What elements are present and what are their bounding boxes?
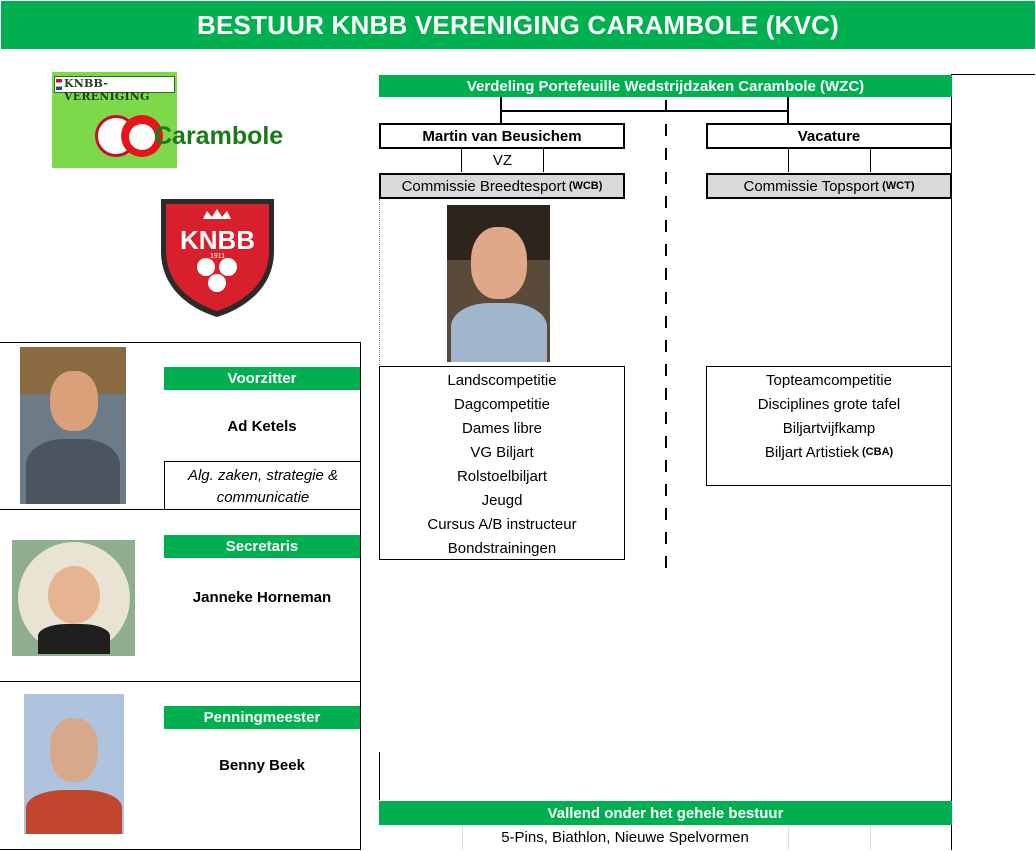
list-item: Biljart Artistiek (CBA) [764,443,894,461]
center-divider [665,100,667,580]
name-janneke-horneman: Janneke Horneman [192,589,332,606]
list-item: Dagcompetitie [454,395,550,413]
list-item: Rolstoelbiljart [456,467,548,485]
list-item: Landscompetitie [447,371,557,389]
list-item: Disciplines grote tafel [757,395,901,413]
voorzitter-extra-box [164,461,361,509]
photo-ad-ketels [20,347,126,504]
page-title: BESTUUR KNBB VERENIGING CARAMBOLE (KVC) [1,1,1035,49]
list-item: Biljartvijfkamp [782,419,876,437]
wzc-title: Verdeling Portefeuille Wedstrijdzaken Carambole (WZC) [379,75,952,97]
name-benny-beek: Benny Beek [219,757,305,774]
person-vacature: Vacature [706,123,952,149]
dutch-flag-icon [56,79,62,90]
person-martin-van-beusichem: Martin van Beusichem [379,123,625,149]
role-penningmeester: Penningmeester [164,706,360,729]
knbb-logo [155,193,280,320]
list-item: Topteamcompetitie [766,371,892,389]
role-voorzitter: Voorzitter [164,367,360,390]
function-vz: VZ [492,152,513,169]
commission-breedtesport: Commissie Breedtesport (WCB) [379,173,625,199]
commission-topsport: Commissie Topsport (WCT) [706,173,952,199]
list-item: VG Biljart [470,443,534,461]
role-secretaris: Secretaris [164,535,360,558]
footer-title: Vallend onder het gehele bestuur [379,801,952,825]
knbb-logo-year: 1911 [209,253,226,260]
vereniging-logo [52,72,177,168]
list-breedtesport [379,366,625,560]
photo-benny-beek [24,694,124,834]
list-item: Dames libre [461,419,543,437]
vereniging-wordmark: Carambole [154,122,284,150]
photo-janneke-horneman [12,540,135,656]
knbb-logo-text: KNBB [179,225,256,255]
list-topsport [706,366,952,486]
list-item: Cursus A/B instructeur [427,515,577,533]
voorzitter-portfolio: Alg. zaken, strategie & communicatie [187,467,339,506]
photo-martin-van-beusichem [447,205,550,362]
name-ad-ketels: Ad Ketels [227,418,297,435]
list-item: Bondstrainingen [447,539,557,557]
list-item: Jeugd [481,491,523,509]
vereniging-banner: KNBB-VERENIGING [64,77,150,103]
footer-text: 5-Pins, Biathlon, Nieuwe Spelvormen [501,829,749,846]
